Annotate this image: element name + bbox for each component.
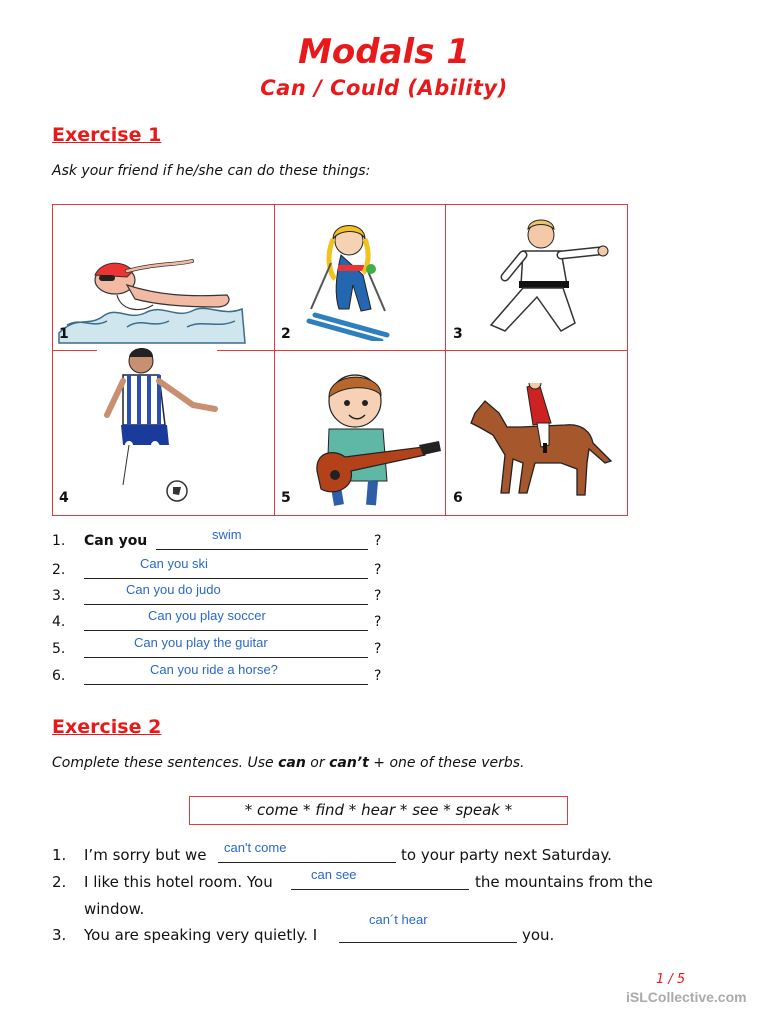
exercise2-instruction [52, 755, 525, 771]
answer-text: Can you ski [140, 556, 208, 571]
question-line [52, 527, 392, 553]
question-number: 2. [52, 562, 66, 578]
answer-blank[interactable] [84, 582, 368, 605]
picture-number: 2 [281, 326, 291, 342]
grid-divider [53, 350, 97, 351]
question-prefix: Can you [84, 533, 148, 549]
instruction-text: Complete these sentences. Use [52, 755, 279, 771]
page-number: 1 / 5 [656, 972, 686, 987]
answer-text: Can you ride a horse? [150, 662, 278, 677]
question-line [52, 556, 392, 582]
karate-icon [471, 215, 611, 340]
picture-grid [52, 204, 628, 516]
answer-text: can't come [224, 840, 287, 855]
question-mark: ? [374, 533, 382, 549]
soccer-player-icon [93, 345, 223, 503]
question-number: 3. [52, 588, 66, 604]
sentence-before: You are speaking very quietly. I [84, 926, 318, 944]
picture-number: 5 [281, 490, 291, 506]
picture-number: 4 [59, 490, 69, 506]
instruction-cant: can’t [329, 755, 369, 771]
page-subtitle: Can / Could (Ability) [260, 76, 508, 100]
sentence-after: to your party next Saturday. [401, 846, 612, 864]
answer-text: can see [311, 867, 357, 882]
sentence-continuation: window. [84, 900, 145, 918]
answer-blank[interactable] [84, 608, 368, 631]
horse-rider-icon [465, 383, 615, 501]
brand-logo: iSLCollective.com [626, 989, 747, 1005]
guitar-player-icon [315, 371, 445, 507]
question-mark: ? [374, 588, 382, 604]
question-number: 4. [52, 614, 66, 630]
sentence-line [52, 846, 207, 864]
sentence-after: the mountains from the [475, 873, 653, 891]
answer-text: swim [212, 527, 242, 542]
answer-text: Can you play soccer [148, 608, 266, 623]
question-mark: ? [374, 668, 382, 684]
verbs-box: * come * find * hear * see * speak * [189, 796, 568, 825]
sentence-number: 2. [52, 873, 67, 891]
swimmer-icon [57, 255, 247, 345]
exercise1-instruction: Ask your friend if he/she can do these things: [52, 163, 371, 179]
answer-blank[interactable] [84, 556, 368, 579]
question-mark: ? [374, 562, 382, 578]
question-number: 1. [52, 533, 66, 549]
answer-blank[interactable] [291, 867, 469, 890]
question-line [52, 608, 392, 634]
question-mark: ? [374, 641, 382, 657]
picture-number: 3 [453, 326, 463, 342]
sentence-line [52, 926, 318, 944]
instruction-text: or [305, 755, 330, 771]
exercise2-heading: Exercise 2 [52, 716, 162, 738]
question-number: 5. [52, 641, 66, 657]
sentence-line [52, 873, 273, 891]
sentence-before: I like this hotel room. You [84, 873, 273, 891]
sentence-after: you. [522, 926, 555, 944]
exercise1-heading: Exercise 1 [52, 124, 162, 146]
answer-blank[interactable] [84, 635, 368, 658]
sentence-number: 1. [52, 846, 67, 864]
instruction-can: can [278, 755, 306, 771]
instruction-text: + one of these verbs. [368, 755, 525, 771]
grid-divider [217, 350, 627, 351]
sentence-before: I’m sorry but we [84, 846, 207, 864]
grid-divider [274, 205, 275, 515]
answer-text: Can you do judo [126, 582, 221, 597]
sentence-number: 3. [52, 926, 67, 944]
page-title: Modals 1 [298, 32, 470, 72]
answer-text: can´t hear [369, 912, 428, 927]
skier-icon [305, 219, 395, 341]
grid-divider [445, 205, 446, 515]
question-mark: ? [374, 614, 382, 630]
picture-number: 1 [59, 326, 69, 342]
question-line [52, 662, 392, 688]
answer-blank[interactable] [156, 527, 368, 550]
picture-number: 6 [453, 490, 463, 506]
answer-blank[interactable] [84, 662, 368, 685]
question-line [52, 582, 392, 608]
answer-blank[interactable] [218, 840, 396, 863]
question-line [52, 635, 392, 661]
answer-blank[interactable] [339, 912, 517, 943]
answer-text: Can you play the guitar [134, 635, 268, 650]
question-number: 6. [52, 668, 66, 684]
